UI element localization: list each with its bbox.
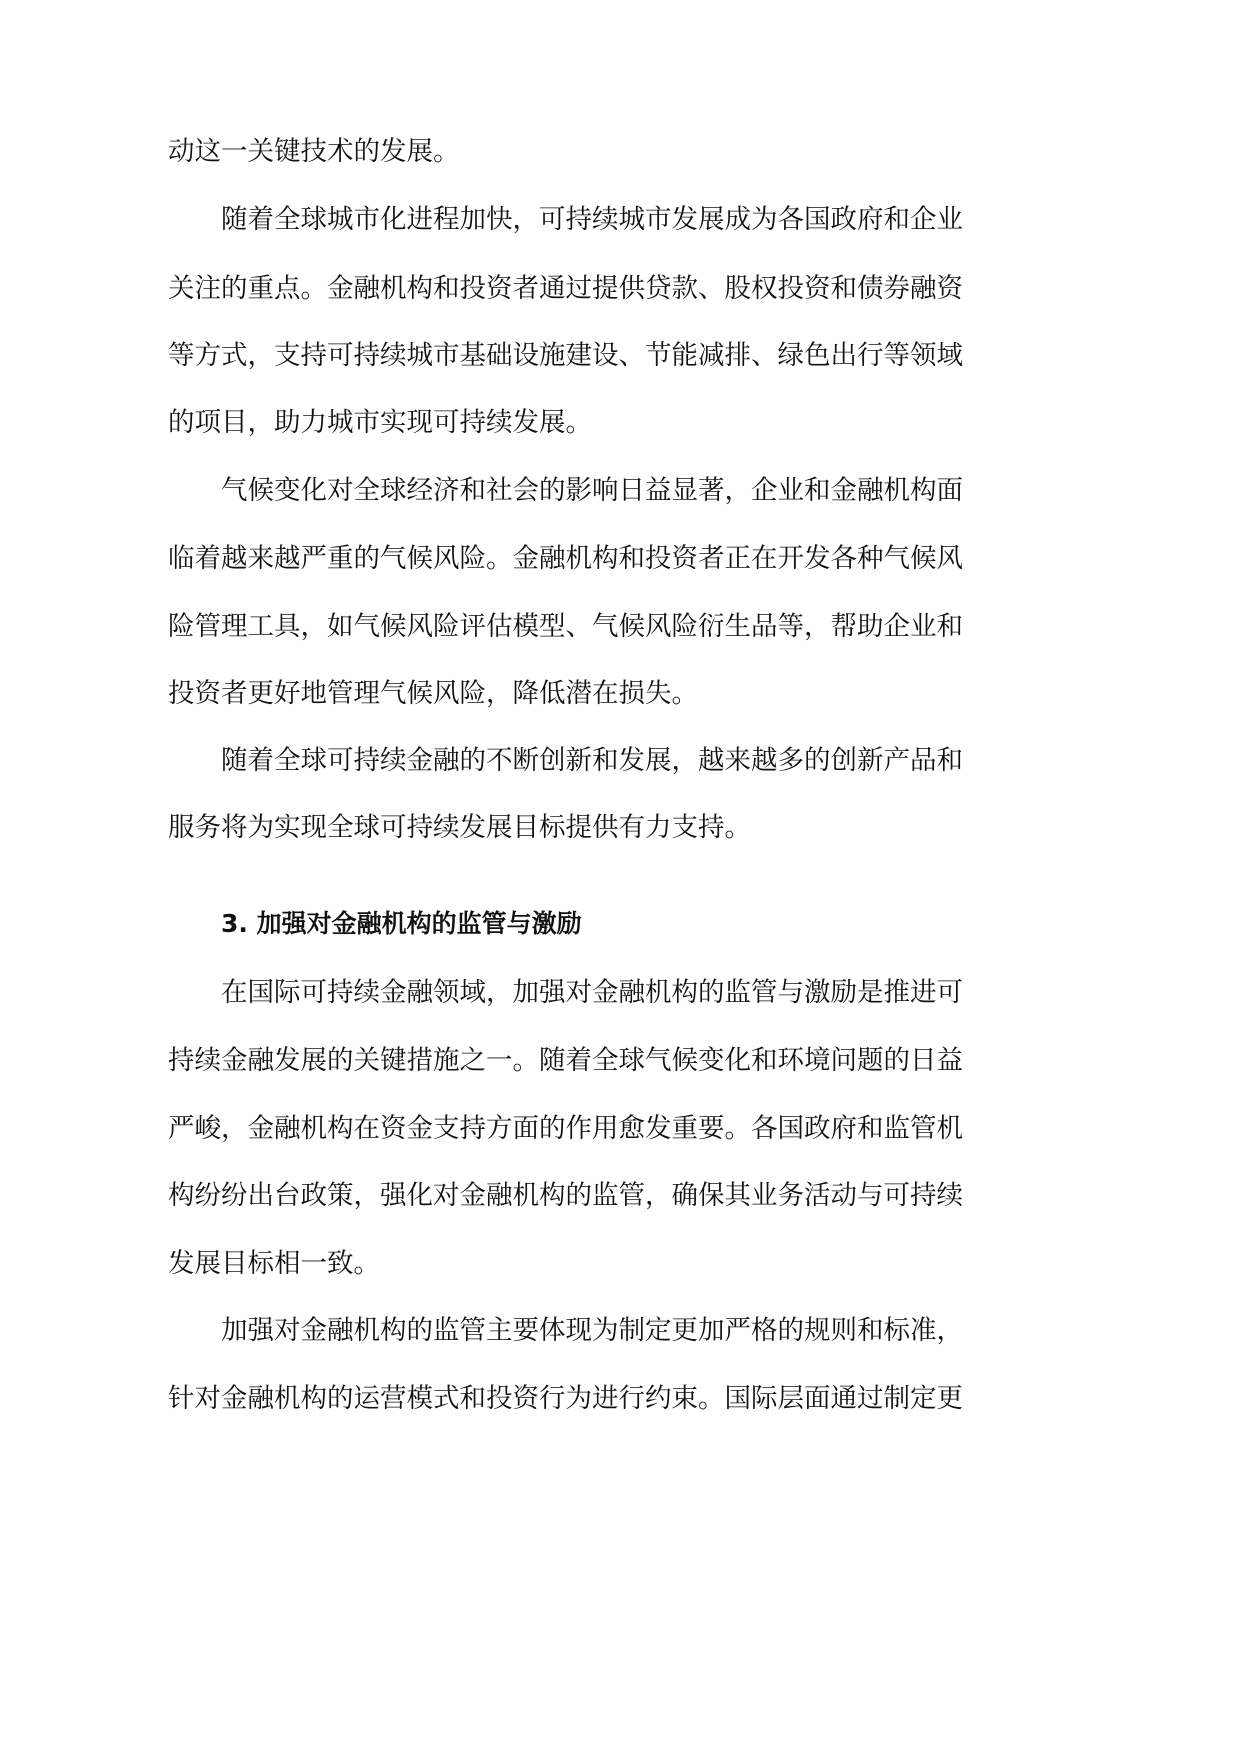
text-line: 发展目标相一致。	[168, 1248, 380, 1279]
paragraph-first-line: 随着全球城市化进程加快，可持续城市发展成为各国政府和企业	[221, 204, 963, 235]
text-line: 险管理工具，如气候风险评估模型、气候风险衍生品等，帮助企业和	[168, 611, 963, 642]
text-line: 动这一关键技术的发展。	[168, 136, 460, 167]
text-line: 的项目，助力城市实现可持续发展。	[168, 407, 592, 438]
text-line: 等方式，支持可持续城市基础设施建设、节能减排、绿色出行等领域	[168, 340, 963, 371]
text-line: 临着越来越严重的气候风险。金融机构和投资者正在开发各种气候风	[168, 543, 963, 574]
text-line: 构纷纷出台政策，强化对金融机构的监管，确保其业务活动与可持续	[168, 1180, 963, 1211]
text-line: 关注的重点。金融机构和投资者通过提供贷款、股权投资和债券融资	[168, 273, 963, 304]
paragraph-first-line: 加强对金融机构的监管主要体现为制定更加严格的规则和标准，	[221, 1315, 963, 1346]
text-line: 服务将为实现全球可持续发展目标提供有力支持。	[168, 812, 751, 843]
text-line: 针对金融机构的运营模式和投资行为进行约束。国际层面通过制定更	[168, 1383, 963, 1414]
paragraph-first-line: 随着全球可持续金融的不断创新和发展，越来越多的创新产品和	[221, 745, 963, 776]
section-heading: 3. 加强对金融机构的监管与激励	[221, 909, 582, 938]
paragraph-first-line: 在国际可持续金融领域，加强对金融机构的监管与激励是推进可	[221, 977, 963, 1008]
paragraph-first-line: 气候变化对全球经济和社会的影响日益显著，企业和金融机构面	[221, 475, 963, 506]
text-line: 持续金融发展的关键措施之一。随着全球气候变化和环境问题的日益	[168, 1045, 963, 1076]
text-line: 投资者更好地管理气候风险，降低潜在损失。	[168, 678, 698, 709]
text-line: 严峻，金融机构在资金支持方面的作用愈发重要。各国政府和监管机	[168, 1113, 963, 1144]
